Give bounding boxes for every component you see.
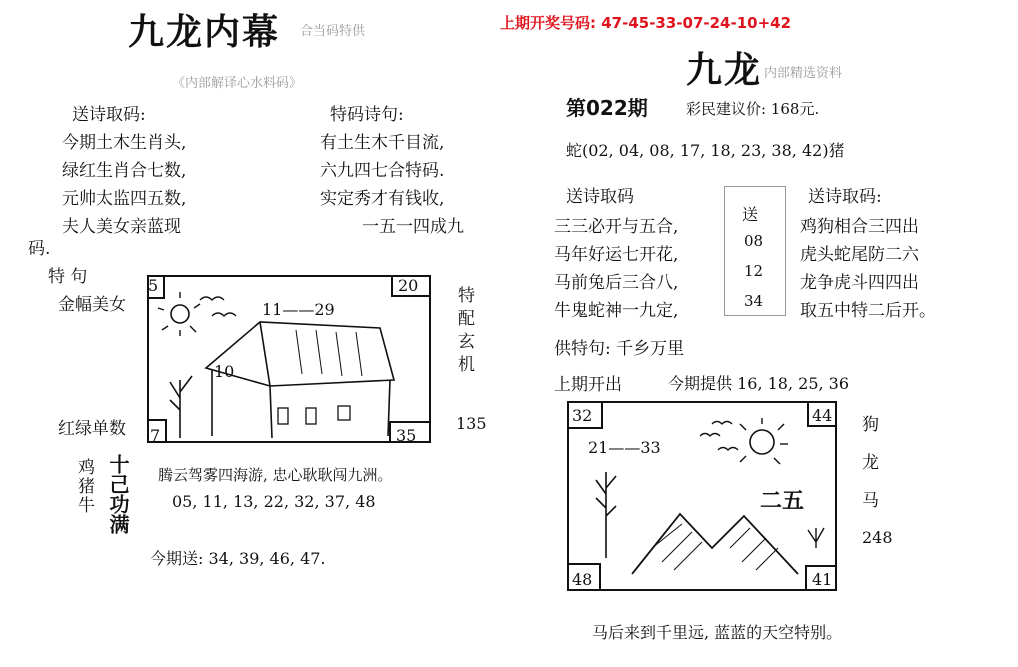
price: 彩民建议价: 168元. [686, 100, 820, 118]
pic-left-br: 35 [396, 426, 417, 445]
left-poem-line: 今期土木生肖头, [62, 133, 187, 153]
song-box-item: 34 [744, 292, 764, 310]
right-poem-line: 一五一四成九 [362, 217, 464, 237]
song-box-item: 12 [744, 262, 764, 280]
song-header-right: 送诗取码: [808, 187, 882, 207]
pic-left-center: 11——29 [262, 300, 335, 319]
pic-left-ten: 10 [214, 362, 235, 381]
pic-left-tl: 5 [148, 276, 159, 295]
side-zodiac: 狗 [862, 415, 879, 435]
right-poem-line: 实定秀才有钱收, [320, 189, 445, 209]
pic-right-center: 21——33 [588, 438, 661, 457]
pic-left-tr: 20 [398, 276, 419, 295]
right-poem-line: 有土生木千目流, [320, 133, 445, 153]
left-title: 九龙内幕 [128, 11, 281, 53]
last-draw-numbers: 上期开奖号码: 47-45-33-07-24-10+42 [500, 14, 792, 32]
teju-label: 特 句 [48, 267, 88, 287]
left-poem-wrap: 码. [28, 239, 51, 259]
side-zodiac: 龙 [862, 453, 879, 473]
right-poem-line: 六九四七合特码. [320, 161, 445, 181]
left-title-note: 合当码特供 [300, 24, 366, 39]
right-poem-left: 三三必开与五合, [554, 217, 679, 237]
left-poem-line: 元帅太监四五数, [62, 189, 187, 209]
left-poem-line: 绿红生肖合七数, [62, 161, 187, 181]
right-title-note: 内部精选资料 [764, 66, 843, 81]
side-zodiac: 马 [862, 491, 879, 511]
left-poem-header: 送诗取码: [72, 105, 146, 125]
numbers-line: 05, 11, 13, 22, 32, 37, 48 [172, 492, 376, 511]
pic-right-tl: 32 [572, 406, 593, 425]
shiji-text: 十己功满 [106, 454, 130, 534]
left-poem-line: 夫人美女亲蓝现 [62, 217, 181, 237]
proverb: 腾云驾雾四海游, 忠心耿耿闯九洲。 [158, 466, 393, 484]
right-title: 九龙 [686, 49, 763, 91]
song-header-left: 送诗取码 [566, 187, 634, 207]
pic-right-br: 41 [812, 570, 833, 589]
right-poem-right: 鸡狗相合三四出 [800, 217, 919, 237]
jinqi-song: 今期送: 34, 39, 46, 47. [150, 549, 326, 568]
right-poem-right: 取五中特二后开。 [800, 301, 936, 321]
hongl-label: 红绿单数 [58, 419, 126, 439]
te-pei-xuan-ji: 特配玄机 [454, 286, 474, 378]
pic-left-bl: 7 [150, 426, 161, 445]
number-135: 135 [456, 414, 487, 433]
number-248: 248 [862, 528, 893, 547]
issue-number: 第022期 [566, 96, 648, 120]
song-box-item: 08 [744, 232, 764, 250]
right-poem-right: 虎头蛇尾防二六 [800, 245, 919, 265]
pic-right-side: 二五 [760, 488, 805, 514]
song-box-item: 送 [742, 205, 759, 224]
right-poem-left: 马年好运七开花, [554, 245, 679, 265]
left-subtitle: 《内部解译心水料码》 [172, 76, 303, 91]
right-poem-right: 龙争虎斗四四出 [800, 273, 919, 293]
right-footer: 马后来到千里远, 蓝蓝的天空特别。 [592, 623, 843, 642]
pic-right-bl: 48 [572, 570, 593, 589]
right-poem-left: 牛鬼蛇神一九定, [554, 301, 679, 321]
snake-line: 蛇(02, 04, 08, 17, 18, 23, 38, 42)猪 [566, 141, 845, 160]
last-open-label: 上期开出 [554, 375, 622, 395]
zodiac-column: 鸡猪牛 [74, 458, 94, 515]
jinfu-label: 金幅美女 [58, 295, 126, 315]
pic-right-tr: 44 [812, 406, 833, 425]
right-poem-header: 特码诗句: [330, 105, 404, 125]
this-issue-provide: 今期提供 16, 18, 25, 36 [668, 374, 850, 393]
right-poem-left: 马前兔后三合八, [554, 273, 679, 293]
left-picture [140, 270, 440, 448]
gong-te: 供特句: 千乡万里 [554, 339, 685, 359]
